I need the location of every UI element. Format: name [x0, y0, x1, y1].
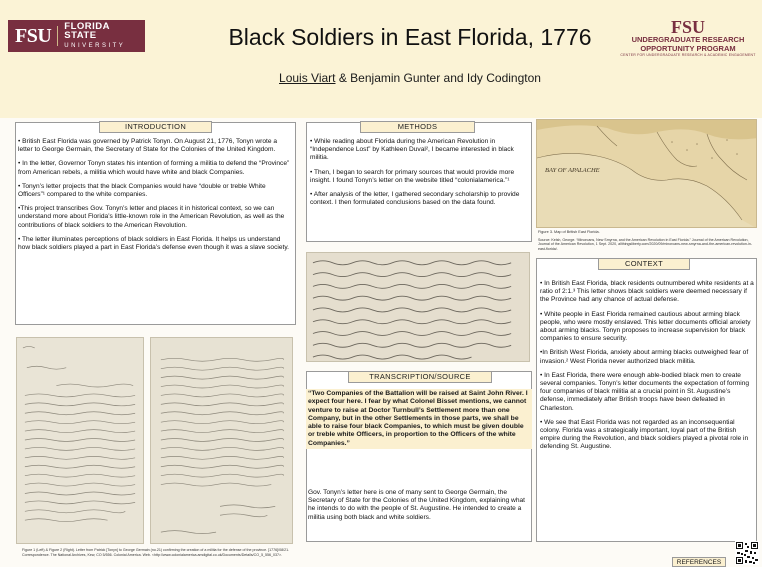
poster-authors — [160, 71, 660, 85]
urop-line1: UNDERGRADUATE RESEARCH — [631, 35, 745, 44]
urop-line2: OPPORTUNITY PROGRAM — [640, 44, 736, 53]
introduction-text — [18, 138, 293, 258]
intro-paragraph: • In the letter, Governor Tonyn states his intention of forming a militia to defend the “Province” from American rebels, a militia which would have white and black Companies. — [18, 160, 290, 176]
methods-panel — [306, 122, 532, 242]
map-caption-source: Source: Kelsh, George. “Minorcans, New Smyrna, and the American Revolution in East Florida.” Journal of the American Revolution, Journal of the American Revolution, 1 Sept. 2020, allthingsliberty.com/2020/09/minorcans-new-smyrna-and-the-american-revolution-in-east-florida/. — [538, 238, 753, 251]
qr-code-image — [735, 541, 759, 565]
context-text — [540, 280, 755, 458]
letter-excerpt-image — [306, 252, 530, 362]
context-paragraph: • In East Florida, there were enough able-bodied black men to create several companies. Tonyn’s letter documents the expectation of forming four companies of black militia at a crucial point in St. Augustine’s defense, immediately after British troops have been defeated in Charleston. — [540, 371, 750, 412]
urop-logo — [618, 19, 758, 58]
methods-paragraph: • While reading about Florida during the American Revolution in “Independence Lost” by Kathleen Duval², I became interested in black militia. — [310, 138, 514, 162]
poster-title: Black Soldiers in East Florida, 1776 — [228, 24, 592, 50]
context-paragraph: •In British West Florida, anxiety about arming blacks outweighed fear of invasion.² West Florida never authorized black militia. — [540, 349, 749, 365]
introduction-panel — [15, 122, 296, 325]
east-florida-map-image — [536, 119, 757, 228]
letter-page-right-image — [150, 337, 293, 544]
fsu-logo — [8, 20, 145, 52]
fsu-logo-wordmark: FLORIDA STATE UNIVERSITY — [64, 20, 126, 49]
intro-paragraph: • Tonyn’s letter projects that the black Companies would have “double or treble White Officers”¹ compared to the white companies. — [18, 182, 266, 199]
methods-paragraph: • Then, I began to search for primary sources that would provide more insight. I found Tonyn’s letter on the website titled “colonialamerica.”¹ — [310, 168, 515, 184]
map-label: BAY OF APALACHE — [545, 167, 600, 174]
transcription-body: Gov. Tonyn’s letter here is one of many sent to George Germain, the Secretary of State for the Colonies of the United Kingdom, explaining what he intends to do with the people of St. Augustine. He intended to create a militia using both black and white soldiers. — [308, 489, 525, 521]
methods-paragraph: • After analysis of the letter, I gathered secondary scholarship to provide context. I then formulated conclusions based on the data found. — [310, 191, 520, 207]
transcription-quote: “Two Companies of the Battalion will be raised at Saint John River. I expect four here. I fear by what Colonel Bisset mentions, we cannot venture to raise at Doctor Turnbull’s Settlement more than one Company, but in the other Settlements in those parts, we shall be able to raise four black Companies, to which must be given double or treble white Officers, in proportion to the Officers of the white Companies.” — [306, 389, 532, 449]
context-panel — [536, 258, 757, 542]
intro-paragraph: • The letter illuminates perceptions of black soldiers in East Florida. It helps us understand how black soldiers played a part in East Florida’s defense even though it was a slave society. — [18, 235, 289, 252]
introduction-heading: INTRODUCTION — [99, 121, 212, 133]
map-caption-title: Figure 3. Map of British East Florida. — [538, 230, 600, 234]
methods-text — [310, 138, 530, 213]
context-paragraph: • We see that East Florida was not regarded as an inconsequential colony. Florida was a strategically important, loyal part of the British empire during the Revolution, and black soldiers played a pivotal role in defending St. Augustine. — [540, 418, 749, 451]
transcription-heading: TRANSCRIPTION/SOURCE — [348, 371, 492, 383]
context-paragraph: • White people in East Florida remained cautious about arming black people, who were mostly enslaved. This letter documents official anxiety about arming blacks. Tonyn proposes to increase supervision for black companies to ensure security. — [540, 310, 751, 343]
letter-figure-caption: Figure 1 (Left) & Figure 2 (Right). Letter from Patrick [Tonyn] to George Germain (no.21) confirming the creation of a militia for the defense of the province. [1776]/08/21. Correspondence. The National Archives, Kew, CO 5/556. Colonial America. Web. <http://www.colonialamerica.amdigital.co.uk/Documents/Details/CO_5_556_037>. — [22, 548, 290, 557]
urop-line3: CENTER FOR UNDERGRADUATE RESEARCH & ACADEMIC ENGAGEMENT — [620, 53, 756, 57]
poster-header — [0, 0, 762, 118]
fsu-logo-mark: FSU — [15, 24, 52, 47]
lead-author: Louis Viart — [279, 71, 336, 85]
methods-heading: METHODS — [360, 121, 475, 133]
intro-paragraph: •This project transcribes Gov. Tonyn’s letter and places it in historical context, so we can understand more about Florida’s little-known role in the American Revolution, as well as the contributions of black soldiers to the American Revolution. — [18, 205, 285, 229]
references-heading: REFERENCES — [672, 557, 726, 567]
fsu-logo-divider — [57, 26, 58, 46]
context-heading: CONTEXT — [598, 258, 690, 270]
co-authors: & Benjamin Gunter and Idy Codington — [335, 71, 541, 85]
letter-page-left-image — [16, 337, 144, 544]
context-paragraph: • In British East Florida, black residents outnumbered white residents at a ratio of 2:1.³ This letter shows black soldiers were deemed necessary if the Province had any chance of actual defense. — [540, 280, 754, 304]
urop-logo-mark: FSU — [670, 17, 705, 37]
intro-paragraph: • British East Florida was governed by Patrick Tonyn. On August 21, 1776, Tonyn wrote a letter to George Germain, the Secretary of State for the Colonies of the United Kingdom. — [18, 138, 277, 154]
